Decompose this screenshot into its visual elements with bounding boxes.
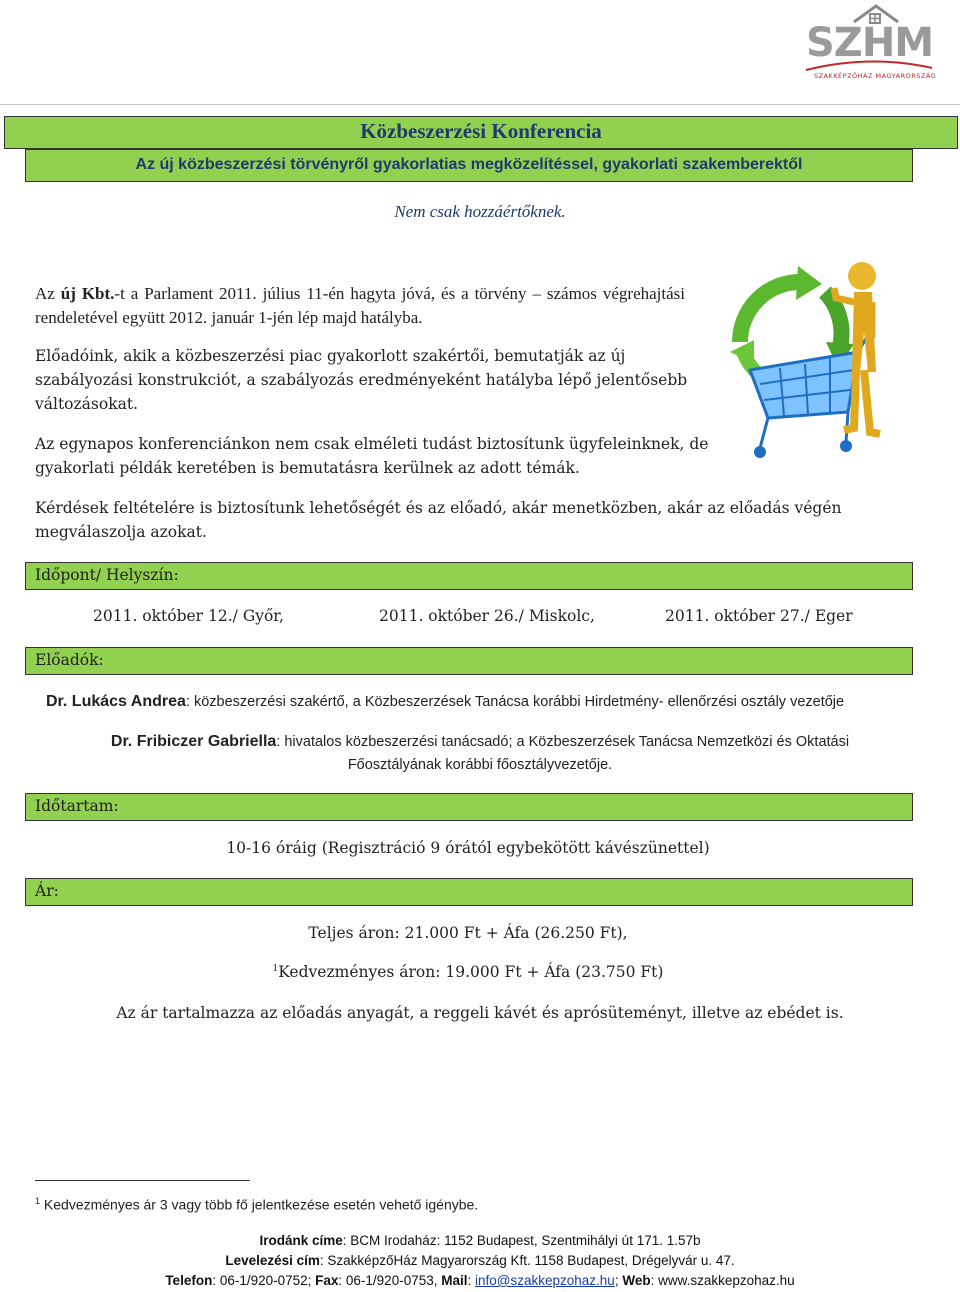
footnote: $^1$ Kedvezményes ár 3 vagy több fő jelentkezése esetén vehető igénybe. xyxy=(35,1196,479,1213)
intro-paragraph-2: Előadóink, akik a közbeszerzési piac gyakorlott szakértői, bemutatják az új szabályozási konstrukciót, a szabályozás eredményeként hatályba lépő jelentősebb változásokat. xyxy=(35,347,688,413)
page-subtitle: Az új közbeszerzési törvényről gyakorlatias megközelítéssel, gyakorlati szakemberektől xyxy=(135,156,803,173)
date-eger: 2011. október 27./ Eger xyxy=(665,607,853,625)
duration-value: 10-16 óráig (Regisztráció 9 órától egybekötött kávészünettel) xyxy=(226,839,710,857)
footer-contacts: Telefon: 06-1/920-0752; Fax: 06-1/920-0753, Mail: info@szakkepzohaz.hu; Web: www.szakkepzohaz.hu xyxy=(165,1273,795,1288)
email-link[interactable]: info@szakkepzohaz.hu xyxy=(475,1273,615,1288)
page-title: Közbeszerzési Konferencia xyxy=(360,119,602,143)
speaker-1 xyxy=(46,693,926,711)
intro-paragraph-3: Az egynapos konferenciánkon nem csak elméleti tudást biztosítunk ügyfeleinknek, de gyakorlati példák keretében is bemutatásra kerülnek az adott témák. xyxy=(35,435,709,477)
web-link[interactable]: : www.szakkepzohaz.hu xyxy=(650,1273,795,1288)
price-full: Teljes áron: 21.000 Ft + Áfa (26.250 Ft), xyxy=(308,924,628,942)
footer-office: Irodánk címe: BCM Irodaház: 1152 Budapest, Szentmihályi út 171. 1.57b xyxy=(259,1233,701,1248)
speaker-2 xyxy=(0,733,960,751)
speakers-label: Előadók: xyxy=(35,651,104,669)
speaker-2-desc-line-2: Főosztályának korábbi főosztályvezetője. xyxy=(347,757,613,773)
shopping-cart-illustration xyxy=(720,252,910,462)
duration-band xyxy=(25,793,913,821)
footnote-rule xyxy=(35,1180,250,1181)
footnote-ref: 1 xyxy=(272,963,279,974)
speaker-1-name: Dr. Lukács Andrea xyxy=(46,693,186,710)
logo-text: SZHM xyxy=(806,20,934,66)
duration-label: Időtartam: xyxy=(35,797,119,815)
speaker-2-desc: : hivatalos közbeszerzési tanácsadó; a Közbeszerzések Tanácsa Nemzetközi és Oktatási xyxy=(276,734,850,750)
date-gyor: 2011. október 12./ Győr, xyxy=(93,607,284,625)
speaker-1-desc: : közbeszerzési szakértő, a Közbeszerzések Tanácsa korábbi Hirdetmény- ellenőrzési osztály vezetője xyxy=(185,694,845,710)
speakers-band xyxy=(25,647,913,675)
tagline: Nem csak hozzáértőknek. xyxy=(394,202,566,221)
intro-paragraph-1: Az új Kbt.-t a Parlament 2011. július 11-én hagyta jóvá, és a törvény – számos végrehajtási rendeletével együtt 2012. január 1-jén lép majd hatályba. xyxy=(35,284,685,327)
price-discount: $^1$Kedvezményes áron: 19.000 Ft + Áfa (23.750 Ft) xyxy=(272,963,664,981)
footer-mail-address: Levelezési cím: SzakképzőHáz Magyarország Kft. 1158 Budapest, Drégelyvár u. 47. xyxy=(225,1253,735,1268)
price-includes: Az ár tartalmazza az előadás anyagát, a reggeli kávét és aprósüteményt, illetve az ebédet is. xyxy=(116,1004,844,1022)
speaker-2-name: Dr. Fribiczer Gabriella xyxy=(110,733,277,750)
logo-subtitle: SZAKKÉPZŐHÁZ MAGYARORSZÁG xyxy=(814,72,937,80)
szhm-logo xyxy=(800,2,940,84)
header-rule xyxy=(0,104,960,105)
date-miskolc: 2011. október 26./ Miskolc, xyxy=(379,607,595,625)
price-label: Ár: xyxy=(35,882,59,900)
schedule-label: Időpont/ Helyszín: xyxy=(35,566,179,584)
intro-paragraph-4: Kérdések feltételére is biztosítunk lehetőségét és az előadó, akár menetközben, akár az előadás végén megválaszolja azokat. xyxy=(35,499,842,541)
price-band xyxy=(25,878,913,906)
